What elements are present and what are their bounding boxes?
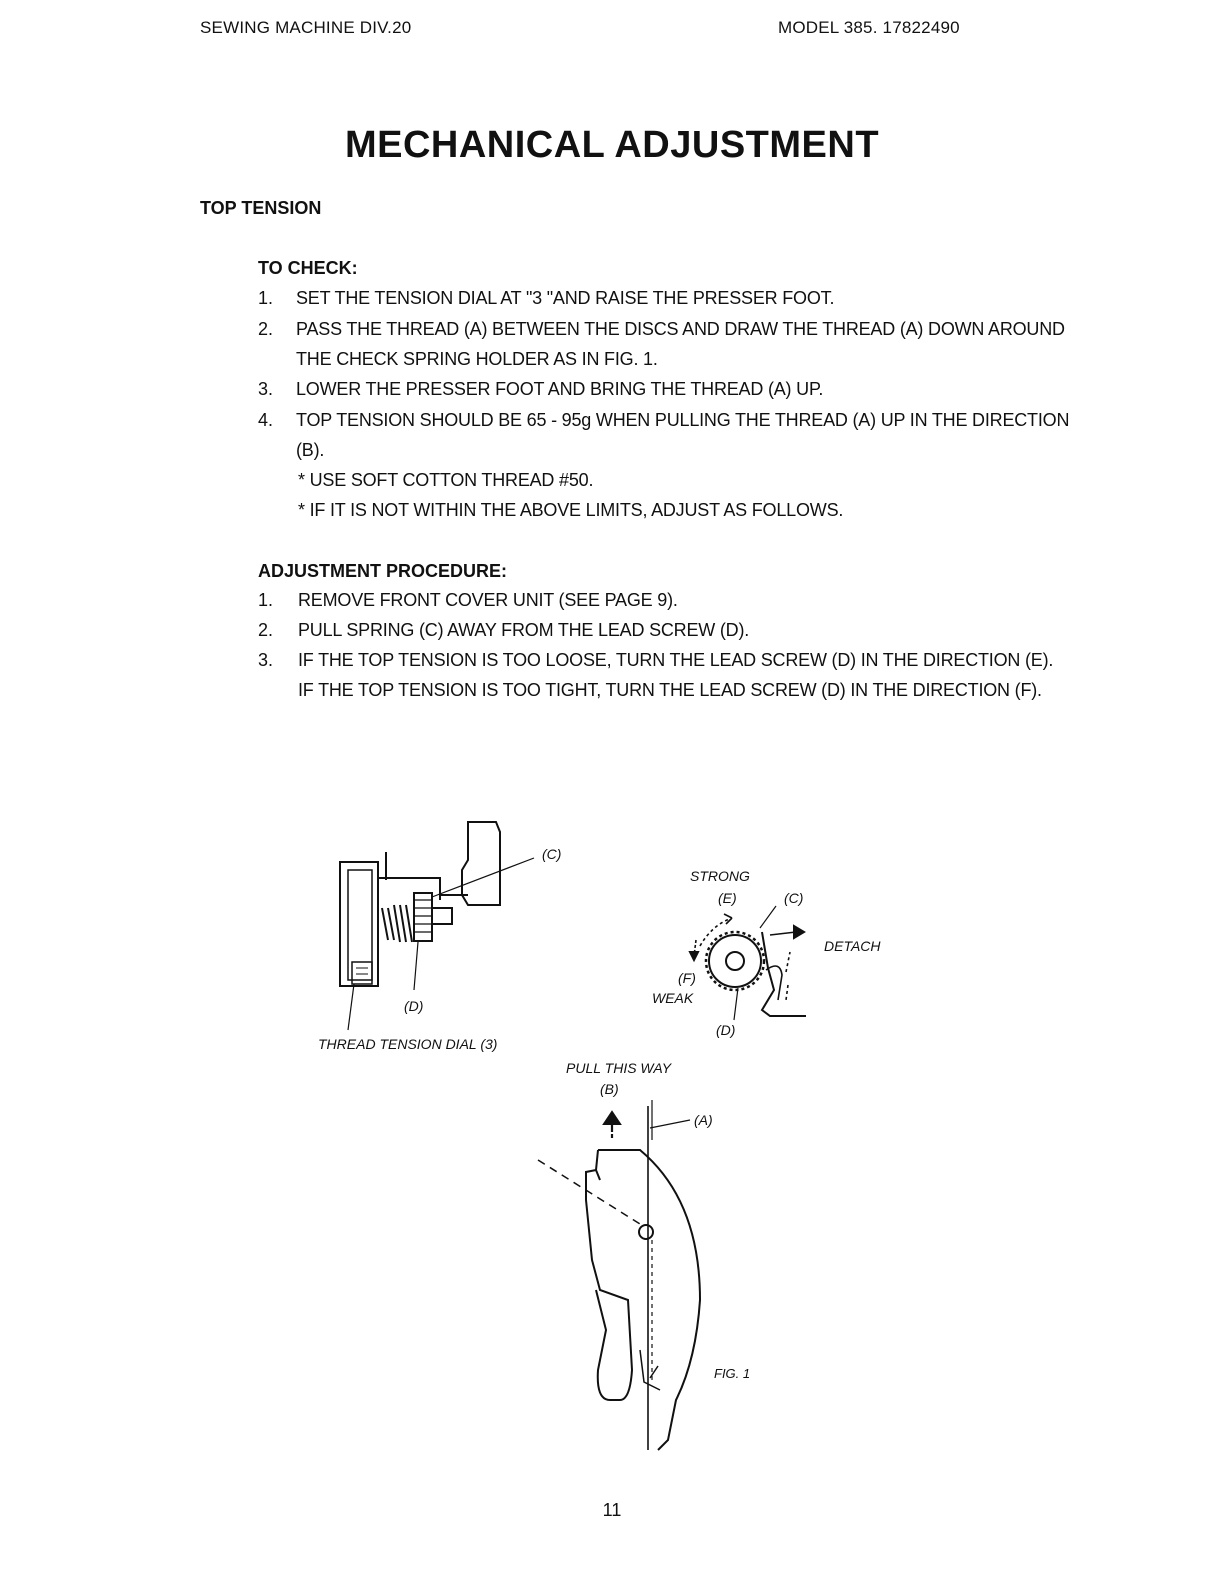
label-strong: STRONG (690, 868, 750, 884)
gear-detail-drawing (690, 906, 806, 1020)
step-line: PULL SPRING (C) AWAY FROM THE LEAD SCREW (D). (298, 620, 750, 640)
page-number: 11 (602, 1500, 622, 1520)
thread-path-drawing (538, 1100, 700, 1450)
step-number: 2. (258, 620, 274, 640)
label-detach: DETACH (824, 938, 881, 954)
label-d-right: (D) (716, 1022, 736, 1038)
label-b: (B) (600, 1081, 619, 1097)
label-f: (F) (678, 970, 696, 986)
note-line: * USE SOFT COTTON THREAD #50. (298, 470, 594, 490)
header-left: SEWING MACHINE DIV.20 (200, 18, 412, 37)
check-heading: TO CHECK: (258, 258, 358, 278)
step-number: 1. (258, 288, 274, 308)
section-heading: TOP TENSION (200, 198, 322, 218)
adjust-heading: ADJUSTMENT PROCEDURE: (258, 561, 508, 581)
figure-caption: FIG. 1 (714, 1366, 751, 1381)
tension-assembly-drawing (340, 822, 534, 1030)
step-line: LOWER THE PRESSER FOOT AND BRING THE THREAD (A) UP. (296, 379, 824, 399)
label-a: (A) (694, 1112, 713, 1128)
step-number: 2. (258, 319, 274, 339)
label-pull-this-way: PULL THIS WAY (566, 1060, 672, 1076)
note-line: * IF IT IS NOT WITHIN THE ABOVE LIMITS, ADJUST AS FOLLOWS. (298, 500, 844, 520)
step-number: 1. (258, 590, 274, 610)
label-c-right: (C) (784, 890, 804, 906)
step-number: 4. (258, 410, 274, 430)
step-line: REMOVE FRONT COVER UNIT (SEE PAGE 9). (298, 590, 678, 610)
step-line: THE CHECK SPRING HOLDER AS IN FIG. 1. (296, 349, 658, 369)
step-line: PASS THE THREAD (A) BETWEEN THE DISCS AND DRAW THE THREAD (A) DOWN AROUND (296, 319, 1065, 339)
label-e: (E) (718, 890, 737, 906)
step-line: IF THE TOP TENSION IS TOO TIGHT, TURN THE LEAD SCREW (D) IN THE DIRECTION (F). (298, 680, 1042, 700)
label-tension-dial: THREAD TENSION DIAL (3) (318, 1036, 498, 1052)
header-right: MODEL 385. 17822490 (778, 18, 960, 37)
step-number: 3. (258, 650, 274, 670)
step-line: IF THE TOP TENSION IS TOO LOOSE, TURN THE LEAD SCREW (D) IN THE DIRECTION (E). (298, 650, 1054, 670)
step-line: (B). (296, 440, 325, 460)
step-line: TOP TENSION SHOULD BE 65 - 95g WHEN PULLING THE THREAD (A) UP IN THE DIRECTION (296, 410, 1070, 430)
step-number: 3. (258, 379, 274, 399)
page-title: MECHANICAL ADJUSTMENT (344, 124, 880, 166)
step-line: SET THE TENSION DIAL AT "3 "AND RAISE THE PRESSER FOOT. (296, 288, 835, 308)
label-c-left: (C) (542, 846, 562, 862)
label-weak: WEAK (652, 990, 694, 1006)
label-d-left: (D) (404, 998, 424, 1014)
